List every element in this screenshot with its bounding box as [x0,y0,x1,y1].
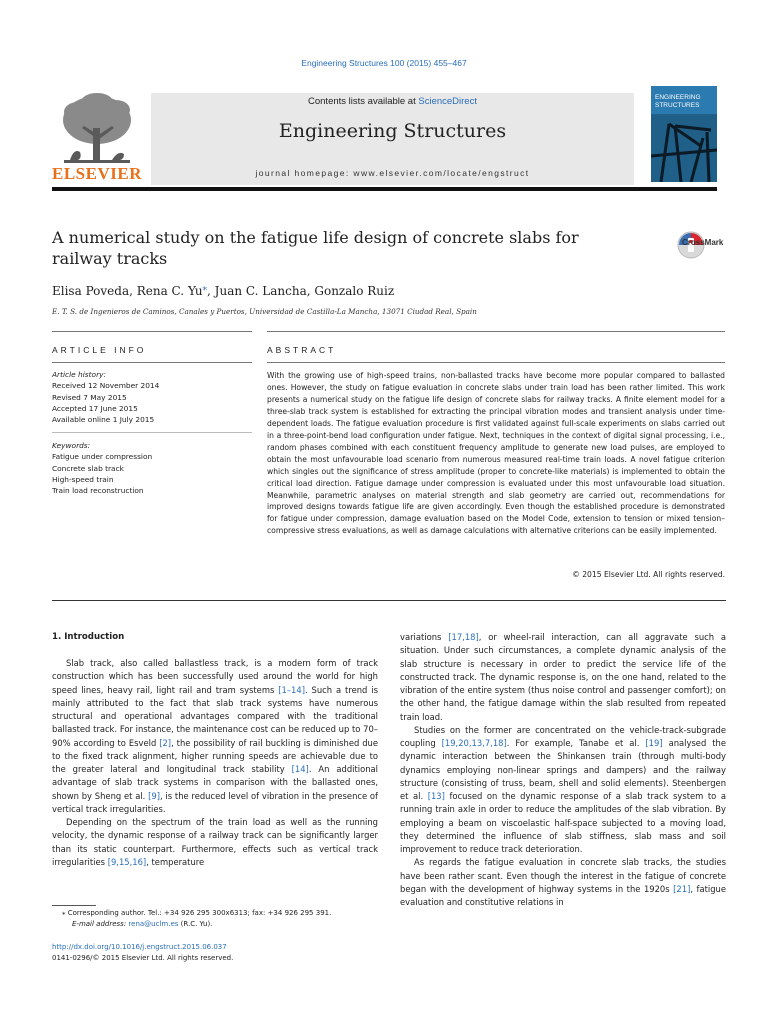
corresponding-author-mark[interactable]: ⁎ [202,283,208,293]
text-run: , is the reduced level of vibration in the presence of vertical track irregularities. [52,790,378,814]
citation-link[interactable]: [19] [645,738,663,748]
text-run: , temperature [146,856,205,867]
doi-link[interactable]: http://dx.doi.org/10.1016/j.engstruct.2015.06.037 [52,943,227,951]
keyword-item: Train load reconstruction [52,486,144,496]
contents-prefix: Contents lists available at [308,96,419,107]
history-item: Available online 1 July 2015 [52,415,155,425]
citation-link[interactable]: [13] [427,791,445,801]
abstract-heading: ABSTRACT [267,345,337,355]
history-item: Accepted 17 June 2015 [52,403,138,413]
issn-line: 0141-0296/© 2015 Elsevier Ltd. All rights reserved. [52,954,234,962]
keywords-label: Keywords: [52,441,91,450]
text-run: analysed the dynamic interaction between the Shinkansen train (through multi-body dynamics employing non-linear springs and dampers) and the railway structure (consisting of truss, beam, shell and solid elements). Steenbergen et al. [400,738,726,801]
text-run: . Such a trend is mainly attributed to the fact that slab track systems have numerous structural and operational advantages compared with the traditional ballasted track. For instance, the maintenance cost can be reduced up to 70–90% according to Esveld [52,684,378,748]
publisher-name: ELSEVIER [52,164,142,183]
corresponding-author-note [52,908,378,919]
keywords-rule [52,432,252,433]
citation-link[interactable]: [1–14] [278,684,305,695]
article-info-rule [52,331,252,332]
journal-title: Engineering Structures [278,120,507,142]
keyword-item: Concrete slab track [52,463,124,473]
paragraph [52,657,378,816]
paragraph [52,816,378,869]
citation-link[interactable]: [17,18] [448,632,479,642]
citation-link[interactable]: [9] [148,790,160,801]
text-run: , fatigue evaluation and constitutive relations in [400,883,726,907]
footnote-mark: ⁎ [62,909,66,917]
doi-block [52,942,233,964]
journal-homepage[interactable]: journal homepage: www.elsevier.com/locate/engstruct [255,168,530,178]
citation-link[interactable]: [2] [159,737,172,748]
text-run: . An additional advantage of slab track systems in comparison with the ballasted ones, shown by Sheng et al. [52,764,378,801]
history-label: Article history: [52,370,106,379]
footnote-rule [52,905,96,906]
footnote [52,908,378,930]
citation-link[interactable]: [14] [291,764,309,774]
body-column-left [52,657,378,869]
cover-title [655,94,715,110]
citation-link[interactable]: [21] [673,883,691,894]
keyword-item: High-speed train [52,474,114,484]
citation-link[interactable]: [9,15,16] [107,856,147,867]
abstract-rule [267,362,725,363]
paragraph [400,724,726,857]
paragraph [400,856,726,909]
keywords [52,440,252,496]
text-run: Studies on the former are concentrated on the vehicle-track-subgrade coupling [400,724,726,748]
text-run: As regards the fatigue evaluation in concrete slab tracks, the studies have been rather scant. Even though the interest in the fatigue of concrete began with the development of highway systems in the 1920s [400,857,726,894]
corresponding-author-text: Corresponding author. Tel.: +34 926 295 300x6313; fax: +34 926 295 391. [67,909,332,917]
email-link[interactable]: rena@uclm.es [128,920,179,928]
abstract-rule [267,331,725,332]
text-run: focused on the dynamic response of a slab track system to a running train axle in order to reduce the amplitudes of the slab vibration. By employing a beam on viscoelastic half-space subjected to a moving load, they determined the influence of slab stiffness, slab mass and soil improvement to reduce track deterioration. [400,791,726,854]
article-info-heading: ARTICLE INFO [52,345,147,355]
abstract-text: With the growing use of high-speed trains, non-ballasted tracks have become more popular compared to ballasted ones. However, the study on fatigue evaluation in concrete slabs under train load has been rather limited. This work presents a numerical study on the fatigue life design of concrete slabs for railway tracks. A finite element model for a three-slab track system is established for extracting the principal vibration modes and transient analysis under time-dependent loads. The fatigue evaluation procedure is first validated against full-scale experiments on slabs carried out in a three-point-bend load configuration under fatigue. Next, techniques in the context of digital signal processing, i.e., random phases combined with each constituent frequency amplitude to generate new load pulses, are employed to obtain the most unfavourable load scenario from numerous measured real-time train loads. A novel fatigue criterion which singles out the significance of stress amplitude (proper to concrete-like materials) is implemented to obtain the critical load direction. Fatigue damage under compression is evaluated under this most unfavourable load situation. Meanwhile, parametric analyses on material strength and slab geometry are carried out, recommendations for improved designs towards fatigue life are given accordingly. Even though the established procedure is demonstrated for fatigue under compression, damage evaluation based on the Model Code, extension to tension or mixed tension–compressive stress evaluations, as well as damage calculations with alternative criterions can be easily implemented. [267,371,725,536]
history-item: Revised 7 May 2015 [52,392,127,402]
article-title: A numerical study on the fatigue life design of concrete slabs for railway tracks [52,228,579,268]
email-label: E-mail address: [72,920,127,928]
email-line [52,919,378,930]
text-run: . For example, Tanabe et al. [506,738,646,748]
text-run: Depending on the spectrum of the train load as well as the running velocity, the dynamic response of a railway track can be significantly larger than its static counterpart. Furthermore, effects such as vertical track irregularities [52,817,378,867]
text-run: , the possibility of rail buckling is diminished due to the fixed track alignment, higher running speeds are achievable due to the greater lateral and longitudinal track stability [52,737,379,774]
email-suffix: (R.C. Yu). [178,920,213,928]
cover-title-line: ENGINEERING [655,94,701,101]
history-item: Received 12 November 2014 [52,381,160,391]
keyword-item: Fatigue under compression [52,452,153,462]
body-column-right [400,631,726,909]
article-info-rule [52,362,252,363]
cover-title-line: STRUCTURES [655,102,700,109]
journal-reference[interactable]: Engineering Structures 100 (2015) 455–467 [301,58,467,68]
text-run: , or wheel-rail interaction, can all aggravate such a situation. Under such circumstances, a complete dynamic analysis of the slab structure is necessary in order to predict the service life of the constructed track. The dynamic response is, on the one hand, related to the vibration of the entire system (thus noise control and passenger comfort); on the other hand, the fatigue damage within the slab resulted from repeated train load. [400,632,727,722]
contents-available-line [151,96,634,107]
text-run: variations [400,632,449,642]
abstract-copyright: © 2015 Elsevier Ltd. All rights reserved. [572,570,725,579]
text-run: Slab track, also called ballastless track, is a modern form of track construction which has been successfully used around the world for high speed lines, heavy rail, light rail and tram systems [52,658,378,695]
author-list [52,283,394,298]
authors-first: Elisa Poveda, Rena C. Yu [52,284,203,298]
affiliation: E. T. S. de Ingenieros de Caminos, Canales y Puertos, Universidad de Castilla-La Mancha, 13071 Ciudad Real, Spain [52,307,477,316]
body-divider [52,600,726,601]
crossmark-label[interactable]: CrossMark [682,238,724,247]
citation-link[interactable]: [19,20,13,7,18] [441,738,507,748]
authors-rest: , Juan C. Lancha, Gonzalo Ruiz [207,284,395,298]
paragraph [400,631,726,724]
sciencedirect-link[interactable]: ScienceDirect [418,96,477,107]
section-heading-introduction: 1. Introduction [52,632,125,642]
article-history [52,369,252,425]
header-divider [52,187,717,191]
